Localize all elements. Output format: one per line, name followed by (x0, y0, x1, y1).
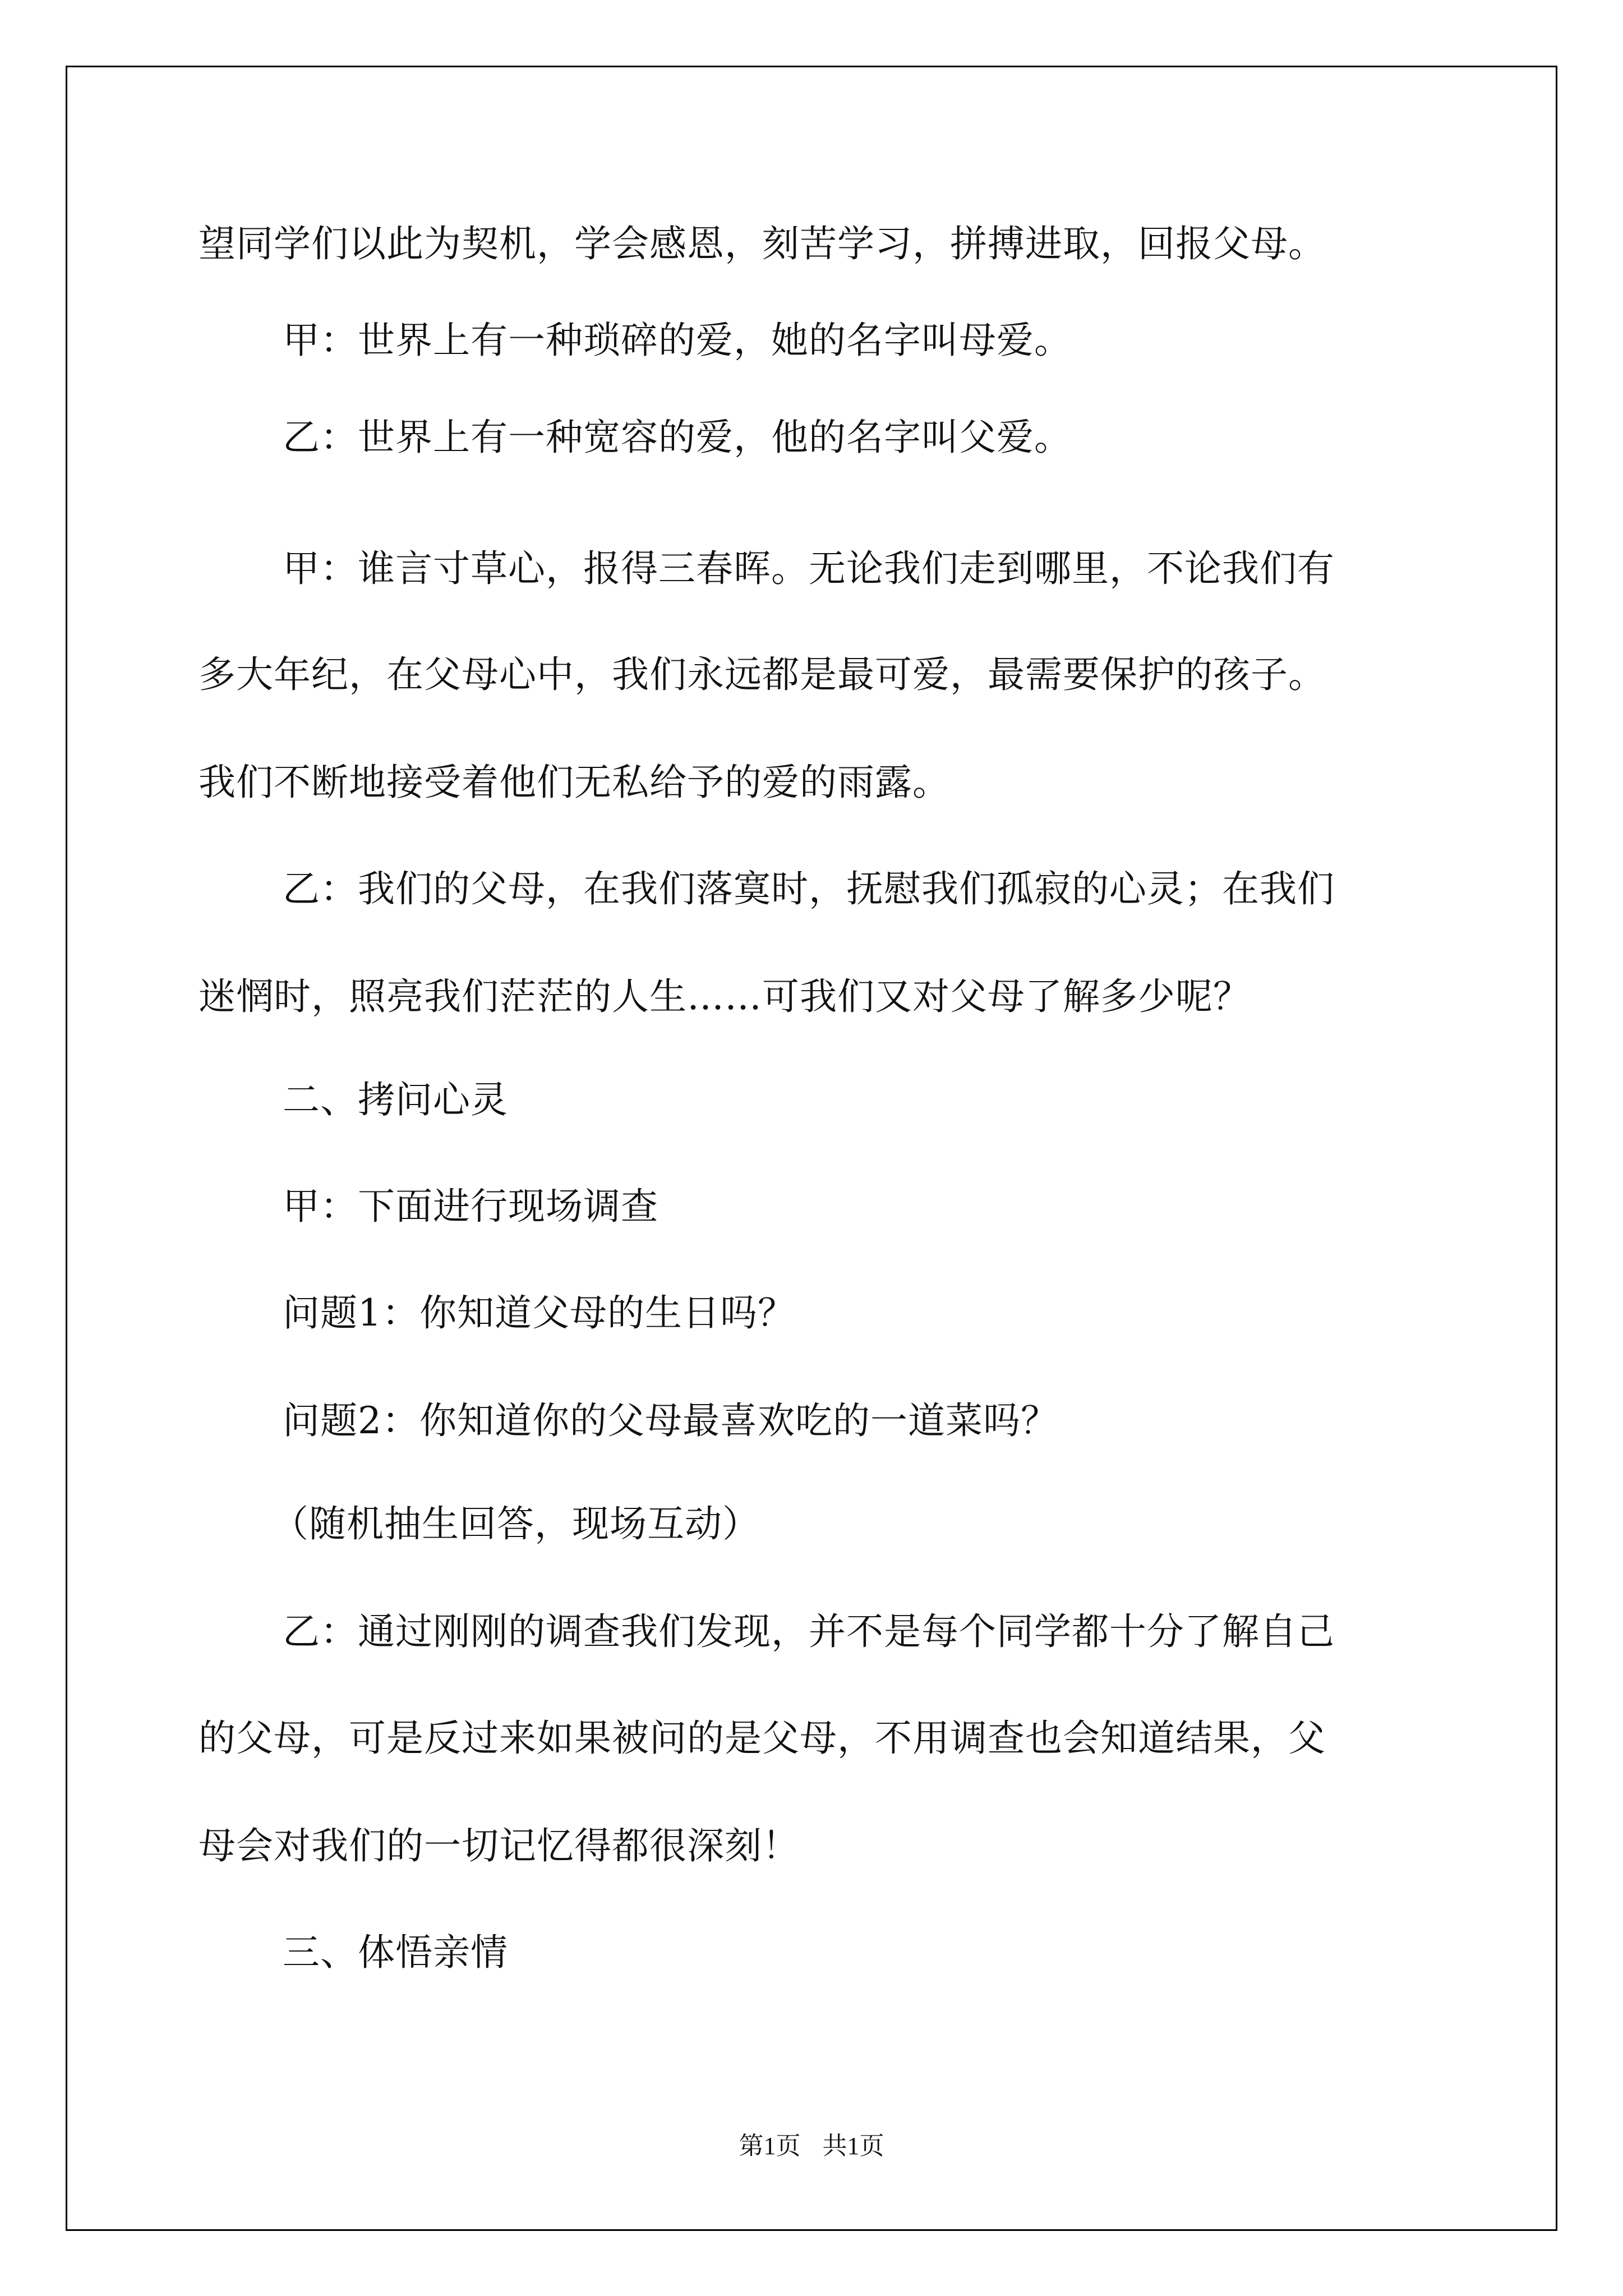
page-footer (0, 2129, 1623, 2163)
text-line: 多大年纪，在父母心中，我们永远都是最可爱，最需要保护的孩子。 (199, 653, 1326, 696)
text-line: 迷惘时，照亮我们茫茫的人生……可我们又对父母了解多少呢？ (199, 975, 1251, 1018)
page-total: 共1页 (822, 2132, 884, 2160)
page-number: 第1页 (739, 2132, 801, 2160)
text-line: 甲：世界上有一种琐碎的爱，她的名字叫母爱。 (283, 319, 1072, 362)
text-line: 乙：通过刚刚的调查我们发现，并不是每个同学都十分了解自己 (283, 1610, 1335, 1653)
section-heading: 二、拷问心灵 (283, 1078, 508, 1121)
stage-note: （随机抽生回答，现场互动） (271, 1502, 760, 1545)
section-heading: 三、体悟亲情 (283, 1931, 508, 1974)
text-line: 我们不断地接受着他们无私给予的爱的雨露。 (199, 761, 950, 804)
question-line: 问题2：你知道你的父母最喜欢吃的一道菜吗？ (283, 1399, 1058, 1442)
text-line: 母会对我们的一切记忆得都很深刻！ (199, 1824, 800, 1867)
text-line: 甲：谁言寸草心，报得三春晖。无论我们走到哪里，不论我们有 (283, 547, 1335, 590)
text-line: 乙：世界上有一种宽容的爱，他的名字叫父爱。 (283, 416, 1072, 459)
text-line: 望同学们以此为契机，学会感恩，刻苦学习，拼搏进取，回报父母。 (199, 222, 1326, 265)
question-line: 问题1：你知道父母的生日吗？ (283, 1291, 795, 1335)
text-line: 的父母，可是反过来如果被问的是父母，不用调查也会知道结果，父 (199, 1717, 1326, 1760)
page-border (66, 66, 1557, 2231)
text-line: 甲：下面进行现场调查 (283, 1185, 658, 1228)
text-line: 乙：我们的父母，在我们落寞时，抚慰我们孤寂的心灵；在我们 (283, 867, 1335, 910)
